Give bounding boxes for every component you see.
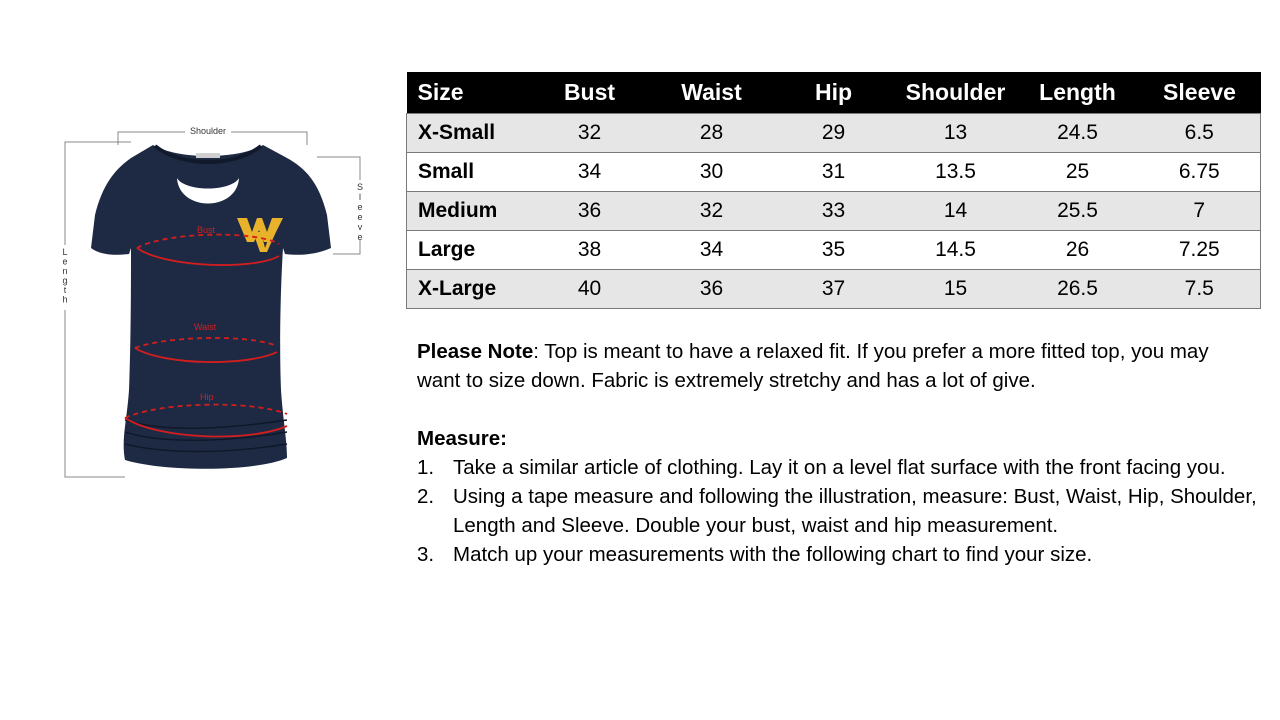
measurement-cell: 34 (529, 153, 651, 192)
measurement-cell: 7 (1139, 192, 1261, 231)
bust-label: Bust (197, 225, 216, 235)
waist-label: Waist (194, 322, 217, 332)
hip-label: Hip (200, 392, 214, 402)
measurement-cell: 26.5 (1017, 270, 1139, 309)
column-header: Bust (529, 72, 651, 114)
size-cell: Large (407, 231, 529, 270)
measurement-cell: 32 (651, 192, 773, 231)
column-header: Hip (773, 72, 895, 114)
measurement-cell: 14.5 (895, 231, 1017, 270)
list-item (417, 540, 1257, 569)
list-item (417, 482, 1257, 540)
measurement-cell: 7.25 (1139, 231, 1261, 270)
column-header: Sleeve (1139, 72, 1261, 114)
table-row (407, 114, 1261, 153)
step-number: 1. (417, 456, 435, 479)
column-header: Length (1017, 72, 1139, 114)
table-header-row (407, 72, 1261, 114)
measurement-cell: 36 (529, 192, 651, 231)
measurement-cell: 15 (895, 270, 1017, 309)
measurement-cell: 36 (651, 270, 773, 309)
measurement-cell: 38 (529, 231, 651, 270)
measurement-cell: 34 (651, 231, 773, 270)
measurement-cell: 28 (651, 114, 773, 153)
measure-heading-text: Measure: (417, 427, 508, 450)
table-row (407, 153, 1261, 192)
measurement-cell: 31 (773, 153, 895, 192)
measurement-cell: 24.5 (1017, 114, 1139, 153)
column-header: Waist (651, 72, 773, 114)
size-cell: Small (407, 153, 529, 192)
list-item (417, 453, 1257, 482)
measure-steps-list (417, 453, 1257, 569)
size-cell: X-Small (407, 114, 529, 153)
measurement-cell: 40 (529, 270, 651, 309)
instructions-section (417, 337, 1257, 569)
step-number: 3. (417, 543, 435, 566)
please-note-label: Please Note (417, 340, 534, 363)
column-header: Size (407, 72, 529, 114)
measurement-cell: 25.5 (1017, 192, 1139, 231)
step-text: Match up your measurements with the following chart to find your size. (453, 543, 1093, 566)
please-note-paragraph (417, 337, 1257, 395)
measure-heading (417, 424, 1257, 453)
measurement-cell: 14 (895, 192, 1017, 231)
size-cell: Medium (407, 192, 529, 231)
measurement-cell: 13 (895, 114, 1017, 153)
measurement-cell: 6.5 (1139, 114, 1261, 153)
step-number: 2. (417, 485, 435, 508)
measurement-cell: 33 (773, 192, 895, 231)
measurement-cell: 35 (773, 231, 895, 270)
measurement-cell: 25 (1017, 153, 1139, 192)
measurement-cell: 26 (1017, 231, 1139, 270)
length-label: L e n g t h (62, 247, 68, 305)
measurement-cell: 30 (651, 153, 773, 192)
size-cell: X-Large (407, 270, 529, 309)
sleeve-label: S l e e v e (356, 182, 364, 242)
shoulder-label: Shoulder (189, 126, 227, 136)
measurement-cell: 7.5 (1139, 270, 1261, 309)
table-row (407, 192, 1261, 231)
measurement-cell: 29 (773, 114, 895, 153)
step-text: Using a tape measure and following the illustration, measure: Bust, Waist, Hip, Shoulder, Length and Sleeve. Double your bust, waist and hip measurement. (453, 485, 1257, 537)
measurement-cell: 6.75 (1139, 153, 1261, 192)
table-row (407, 270, 1261, 309)
step-text: Take a similar article of clothing. Lay it on a level flat surface with the front facing you. (453, 456, 1226, 479)
measurement-cell: 32 (529, 114, 651, 153)
shirt-diagram (55, 120, 375, 490)
shirt-measurement-illustration (55, 120, 375, 490)
size-chart-table (406, 72, 1261, 309)
column-header: Shoulder (895, 72, 1017, 114)
please-note-text: : Top is meant to have a relaxed fit. If you prefer a more fitted top, you may want to size down. Fabric is extremely stretchy and has a lot of give. (417, 340, 1209, 392)
measurement-cell: 37 (773, 270, 895, 309)
table-row (407, 231, 1261, 270)
measurement-cell: 13.5 (895, 153, 1017, 192)
